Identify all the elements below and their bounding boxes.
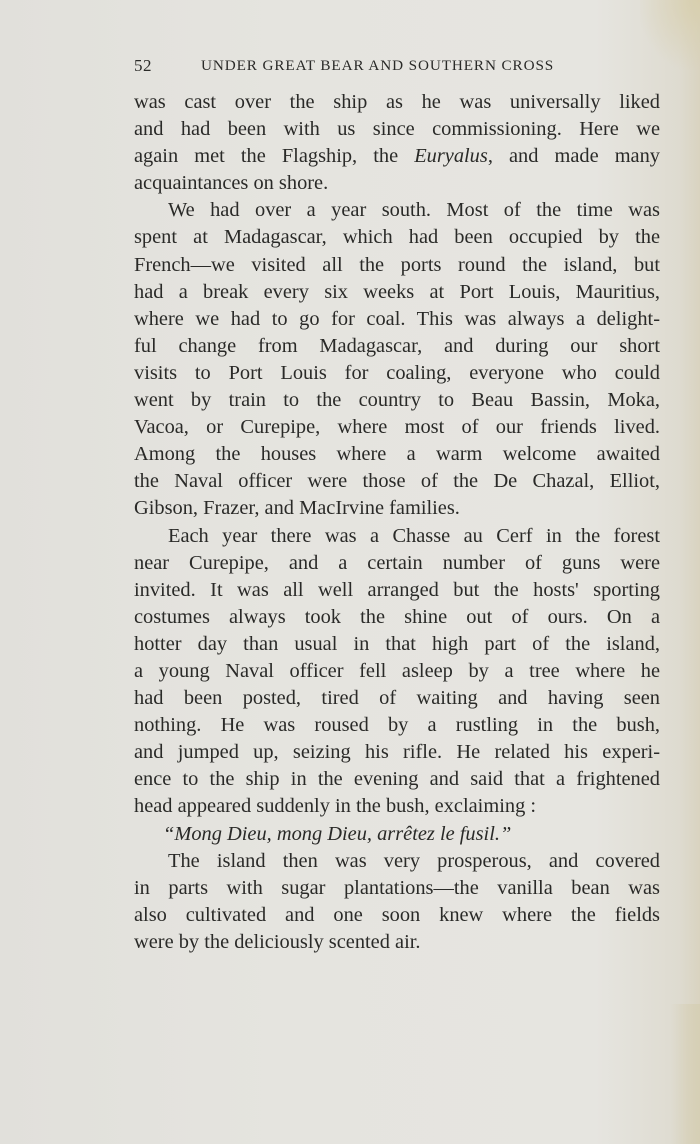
text-line: in parts with sugar plantations—the vanilla bean was [134,876,660,899]
page-number: 52 [134,56,152,75]
text-line: nothing. He was roused by a rustling in the bush, [134,714,660,737]
paragraph-start-line: The island then was very prosperous, and covered [168,849,660,872]
text-line: Among the houses where a warm welcome awaited [134,443,660,466]
text-line: also cultivated and one soon knew where the fields [134,903,660,926]
body-text [134,89,660,956]
text-line: and jumped up, seizing his rifle. He related his experi- [134,741,660,764]
text-line: spent at Madagascar, which had been occupied by the [134,226,660,249]
text-line: ence to the ship in the evening and said that a frightened [134,768,660,791]
paragraph-start-line: Each year there was a Chasse au Cerf in the forest [168,524,660,547]
text-line: invited. It was all well arranged but the hosts' sporting [134,578,660,601]
text-line: French—we visited all the ports round the island, but [134,253,660,276]
text-line: Gibson, Frazer, and MacIrvine families. [134,497,460,520]
text-line: costumes always took the shine out of ours. On a [134,605,660,628]
text-line: acquaintances on shore. [134,172,329,195]
text-line: were by the deliciously scented air. [134,930,421,953]
text-line: visits to Port Louis for coaling, everyone who could [134,361,660,384]
text-line-with-italic: again met the Flagship, the Euryalus, and made many [134,145,660,168]
paper-stain [640,0,700,70]
text-line: went by train to the country to Beau Bassin, Moka, [134,389,660,412]
text-line: a young Naval officer fell asleep by a tree where he [134,659,660,682]
text-line: hotter day than usual in that high part of the island, [134,632,660,655]
paper-edge-shading [670,1004,700,1144]
text-line: Vacoa, or Curepipe, where most of our friends lived. [134,416,660,439]
ship-name-italic: Euryalus [414,145,488,168]
text-line: had a break every six weeks at Port Louis, Mauritius, [134,280,660,303]
text-line: the Naval officer were those of the De Chazal, Elliot, [134,470,660,493]
quoted-exclamation: “Mong Dieu, mong Dieu, arrêtez le fusil.” [163,822,512,845]
paragraph-start-line: We had over a year south. Most of the time was [168,199,660,222]
text-line: head appeared suddenly in the bush, exclaiming : [134,795,537,818]
text-line: was cast over the ship as he was universally liked [134,91,660,113]
text-line: and had been with us since commissioning. Here we [134,118,660,141]
text-line: near Curepipe, and a certain number of guns were [134,551,660,574]
page-header [134,56,594,78]
text-line: had been posted, tired of waiting and having seen [134,687,660,710]
text-line: ful change from Madagascar, and during our short [134,334,660,357]
text-line: where we had to go for coal. This was always a delight- [134,307,660,330]
running-title: UNDER GREAT BEAR AND SOUTHERN CROSS [201,57,555,74]
